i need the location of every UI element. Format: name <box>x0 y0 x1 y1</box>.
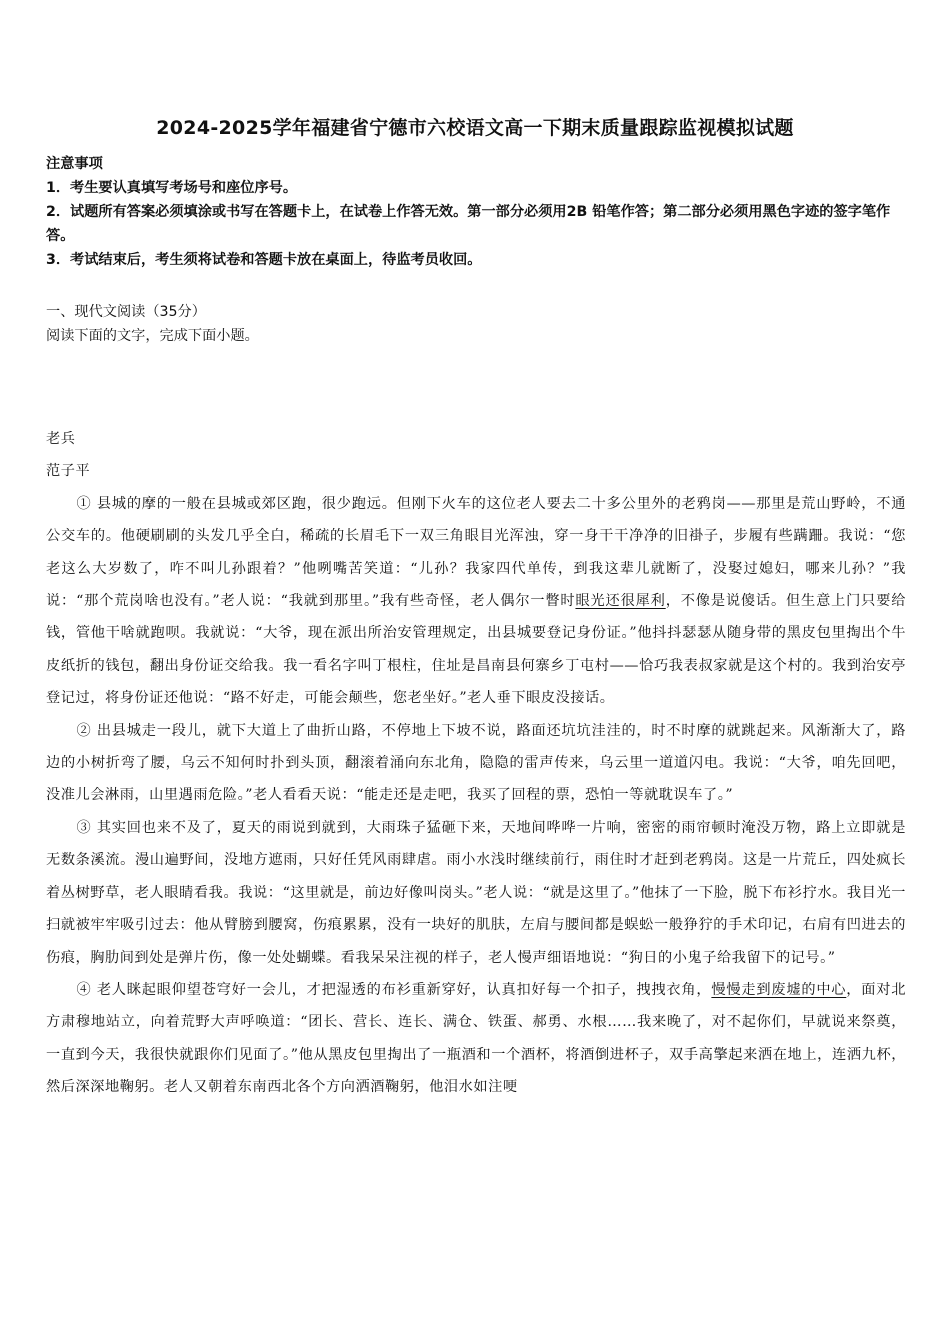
section-heading: 一、现代文阅读（35分） <box>46 304 206 320</box>
underlined-phrase: 慢慢走到废墟的中心 <box>711 981 847 998</box>
essay-paragraph-2: ② 出县城走一段儿，就下大道上了曲折山路，不停地上下坡不说，路面还坑坑洼洼的，时不时摩的就跳起来。风渐渐大了，路边的小树折弯了腰，乌云不知何时扑到头顶，翻滚着涌向东北角，隐隐的雷声传来，乌云里一道道闪电。我说：“大爷，咱先回吧，没准儿会淋雨，山里遇雨危险。”老人看看天说：“能走还是走吧，我买了回程的票，恐怕一等就耽误车了。” <box>46 722 906 804</box>
essay-paragraph-1 <box>46 488 906 715</box>
essay-paragraph-3: ③ 其实回也来不及了，夏天的雨说到就到，大雨珠子猛砸下来，天地间哗哗一片响，密密的雨帘顿时淹没万物，路上立即就是无数条溪流。漫山遍野间，没地方遮雨，只好任凭风雨肆虐。雨小水浅时继续前行，雨住时才赶到老鸦岗。这是一片荒丘，四处疯长着丛树野草，老人眼睛看我。我说：“这里就是，前边好像叫岗头。”老人说：“就是这里了。”他抹了一下脸，脱下布衫拧水。我目光一扫就被牢牢吸引过去：他从臂膀到腰窝，伤痕累累，没有一块好的肌肤，左肩与腰间都是蜈蚣一般狰狞的手术印记，右肩有凹进去的伤痕，胸肋间到处是弹片伤，像一处处蝴蝶。看我呆呆注视的样子，老人慢声细语地说：“狗日的小鬼子给我留下的记号。” <box>46 819 906 966</box>
notice-heading: 注意事项 <box>46 156 103 172</box>
paragraph-text: ，面对北方肃穆地站立，向着荒野大声呼唤道：“团长、营长、连长、满仓、铁蛋、郝勇、水根……我来晚了，对不起你们，早就说来祭奠，一直到今天，我很快就跟你们见面了。”他从黑皮包里掏出了一瓶酒和一个酒杯，将酒倒进杯子，双手高擎起来洒在地上，连洒九杯，然后深深地鞠躬。老人又朝着东南西北各个方向洒酒鞠躬，他泪水如注哽 <box>46 981 907 1096</box>
story-title: 老兵 <box>46 431 76 447</box>
exam-title: 2024-2025学年福建省宁德市六校语文高一下期末质量跟踪监视模拟试题 <box>156 117 794 139</box>
underlined-phrase: 眼光还很犀利 <box>575 593 666 610</box>
paragraph-text: ④ 老人眯起眼仰望苍穹好一会儿，才把湿透的布衫重新穿好，认真扣好每一个扣子，拽拽衣角， <box>76 981 712 998</box>
notice-item: 3．考试结束后，考生须将试卷和答题卡放在桌面上，待监考员收回。 <box>46 252 482 268</box>
essay-paragraph-4 <box>46 974 906 1104</box>
section-instruction: 阅读下面的文字，完成下面小题。 <box>46 328 259 344</box>
paragraph-text: ① 县城的摩的一般在县城或郊区跑，很少跑远。但刚下火车的这位老人要去二十多公里外的老鸦岗——那里是荒山野岭，不通公交车的。他硬刷刷的头发几乎全白，稀疏的长眉毛下一双三角眼目光浑浊，穿一身干干净净的旧褂子，步履有些蹒跚。我说：“您老这么大岁数了，咋不叫儿孙跟着？”他咧嘴苦笑道：“儿孙？我家四代单传，到我这辈儿就断了，没娶过媳妇，哪来儿孙？”我说：“那个荒岗啥也没有。”老人说：“我就到那里。”我有些奇怪，老人偶尔一瞥时 <box>46 495 906 610</box>
essay-body <box>46 423 906 1104</box>
notice-block <box>46 152 908 272</box>
section-header-block <box>46 300 906 348</box>
notice-item: 2．试题所有答案必须填涂或书写在答题卡上，在试卷上作答无效。第一部分必须用2B 铅笔作答；第二部分必须用黑色字迹的签字笔作答。 <box>46 204 891 244</box>
story-author: 范子平 <box>46 463 91 480</box>
notice-item: 1．考生要认真填写考场号和座位序号。 <box>46 180 298 196</box>
paragraph-text: ，不像是说傻话。但生意上门只要给钱，管他干啥就跑呗。我就说：“大爷，现在派出所治安管理规定，出县城要登记身份证。”他抖抖瑟瑟从随身带的黑皮包里掏出个牛皮纸折的钱包，翻出身份证交给我。我一看名字叫丁根柱，住址是昌南县何寨乡丁屯村——恰巧我表叔家就是这个村的。我到治安亭登记过，将身份证还他说：“路不好走，可能会颠些，您老坐好。”老人垂下眼皮没接话。 <box>46 593 906 707</box>
